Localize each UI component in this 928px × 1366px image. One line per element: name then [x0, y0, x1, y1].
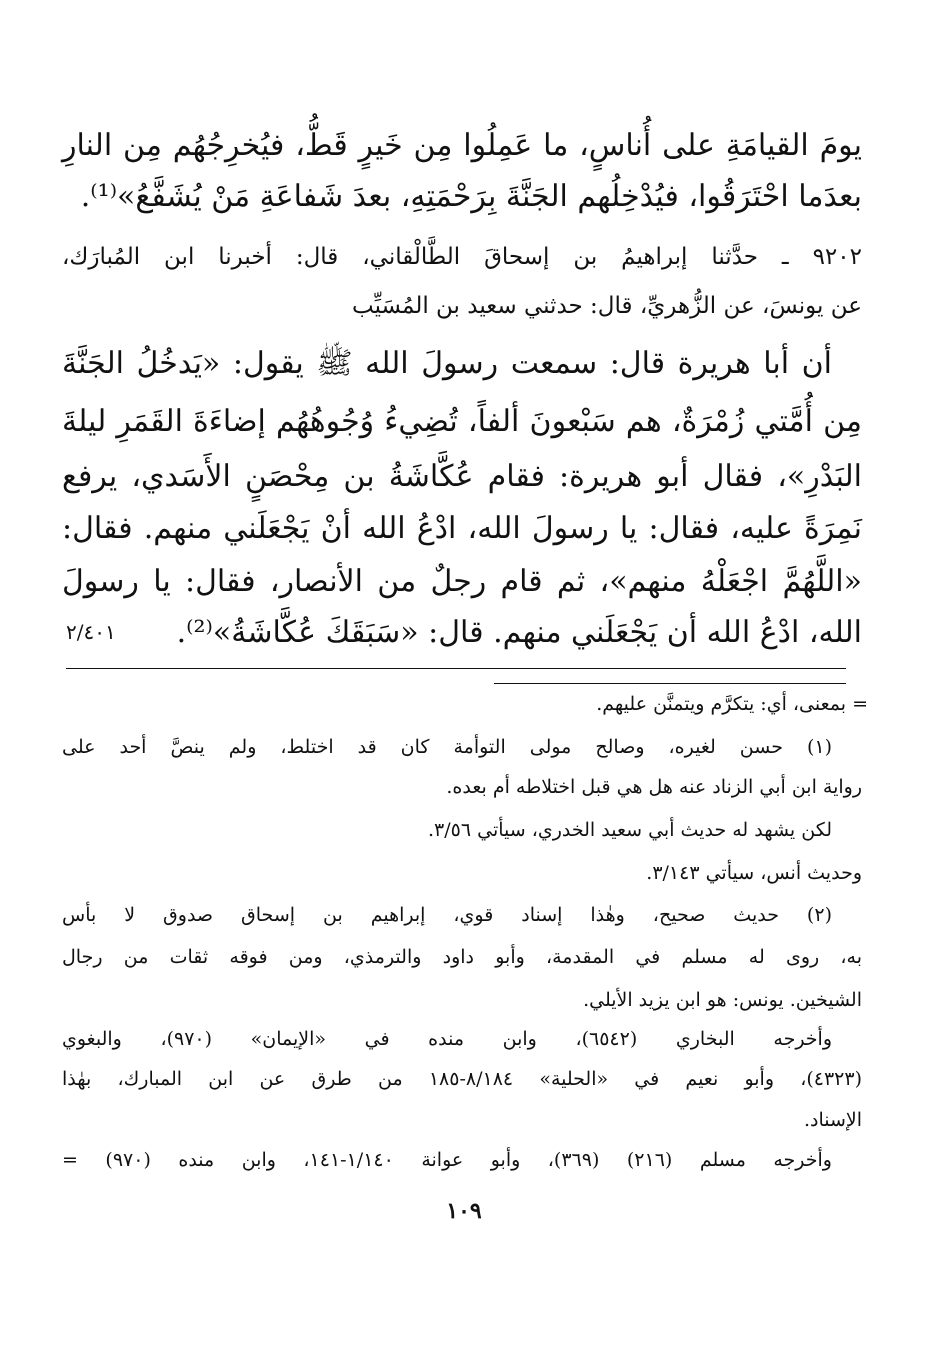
page-number: ١٠٩	[446, 1198, 482, 1224]
footnote-2-line-3: الشيخين. يونس: هو ابن يزيد الأيلي.	[583, 989, 862, 1011]
footnote-separator-rule	[494, 683, 846, 684]
hadith-matn-line-1: أن أبا هريرة قال: سمعت رسولَ الله ﷺ يقول: «يَدخُلُ الجَنَّةَ	[62, 346, 832, 381]
footnote-1-line-4: وحديث أنس، سيأتي ٣/١٤٣.	[646, 862, 862, 884]
footnote-1-line-1: (١) حسن لغيره، وصالح مولى التوأمة كان قد اختلط، ولم ينصَّ أحد على	[62, 736, 832, 758]
footnote-2-line-6: الإسناد.	[803, 1109, 862, 1131]
hadith-isnad-line-2: عن يونسَ، عن الزُّهريِّ، قال: حدثني سعيد بن المُسَيِّب	[351, 293, 862, 319]
footnote-2-line-2: به، روى له مسلم في المقدمة، وأبو داود والترمذي، ومن فوقه ثقات من رجال	[62, 946, 862, 968]
footnote-continuation: = بمعنى، أي: يتكرَّم ويتمنَّن عليهم.	[596, 693, 868, 715]
margin-volume-page-reference: ٢/٤٠١	[66, 620, 116, 644]
hadith-matn-line-2: مِن أُمَّتي زُمْرَةٌ، هم سَبْعونَ ألفاً، تُضِيءُ وُجُوهُهُم إضاءَةَ القَمَرِ ليلةَ	[62, 404, 862, 439]
hadith-matn-line-4: نَمِرَةً عليه، فقال: يا رسولَ الله، ادْعُ الله أنْ يَجْعَلَني منهم. فقال:	[62, 511, 862, 546]
hadith-matn-line-3: البَدْرِ»، فقال أبو هريرة: فقام عُكَّاشَةُ بن مِحْصَنٍ الأَسَدي، يرفع	[62, 459, 862, 494]
hadith-matn-line-5: «اللَّهُمَّ اجْعَلْهُ منهم»، ثم قام رجلٌ من الأنصار، فقال: يا رسولَ	[62, 564, 862, 599]
footnote-2-line-5: (٤٣٢٣)، وأبو نعيم في «الحلية» ٨/١٨٤-١٨٥ من طرق عن ابن المبارك، بهٰذا	[62, 1068, 862, 1090]
text-end-rule	[66, 668, 846, 669]
footnote-2-line-4: وأخرجه البخاري (٦٥٤٢)، وابن منده في «الإيمان» (٩٧٠)، والبغوي	[62, 1028, 833, 1050]
footnote-1-line-3: لكن يشهد له حديث أبي سعيد الخدري، سيأتي ٣/٥٦.	[428, 819, 832, 841]
footnote-2-line-1: (٢) حديث صحيح، وهٰذا إسناد قوي، إبراهيم بن إسحاق صدوق لا بأس	[62, 904, 832, 926]
hadith-matn-line-6: الله، ادْعُ الله أن يَجْعَلَني منهم. قال: «سَبَقَكَ عُكَّاشَةُ»⁽²⁾.	[176, 615, 862, 650]
main-text-line-2: بعدَما احْتَرَقُوا، فيُدْخِلُهم الجَنَّةَ بِرَحْمَتِهِ، بعدَ شَفاعَةِ مَنْ يُشَفَّعُ»⁽¹⁾.	[80, 179, 862, 214]
hadith-isnad-line-1: ٩٢٠٢ ـ حدَّثنا إبراهيمُ بن إسحاقَ الطَّالْقاني، قال: أخبرنا ابن المُبارَك،	[62, 244, 862, 270]
footnote-2-line-7: وأخرجه مسلم (٢١٦) (٣٦٩)، وأبو عوانة ١/١٤٠-١٤١، وابن منده (٩٧٠) =	[62, 1149, 832, 1171]
main-text-line-1: يومَ القيامَةِ على أُناسٍ، ما عَمِلُوا مِن خَيرٍ قَطُّ، فيُخرِجُهُم مِن النارِ	[62, 128, 862, 163]
footnote-1-line-2: رواية ابن أبي الزناد عنه هل هي قبل اختلاطه أم بعده.	[446, 776, 862, 798]
